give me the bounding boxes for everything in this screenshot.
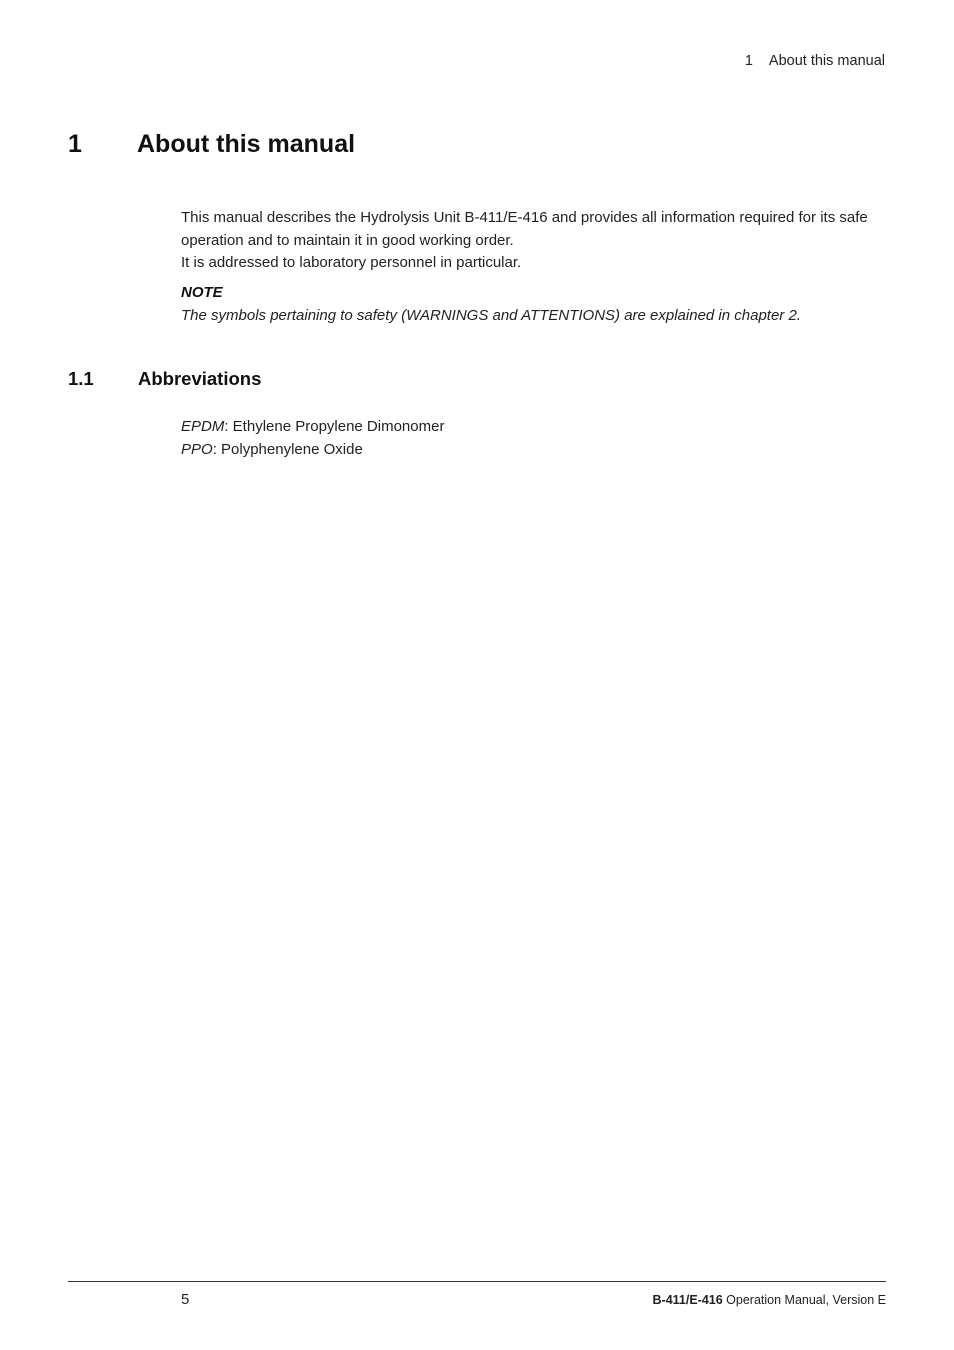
footer-document-title [653,1293,886,1307]
chapter-title: About this manual [137,130,356,158]
chapter-number: 1 [68,130,82,158]
intro-paragraph: This manual describes the Hydrolysis Unit B-411/E-416 and provides all information required for its safe operation and to maintain it in good working order. [181,209,868,249]
note-title: NOTE [181,284,223,301]
abbreviation-list [181,416,444,461]
chapter-heading [68,130,355,159]
intro-text [181,207,871,275]
section-title: Abbreviations [138,368,262,389]
footer-model: B-411/E-416 [652,1293,723,1307]
note-text: The symbols pertaining to safety (WARNINGS and ATTENTIONS) are explained in chapter 2. [181,307,801,324]
running-header-chapter-title: About this manual [768,53,885,69]
footer-title-text: Operation Manual, Version E [722,1293,886,1307]
abbreviation-term: EPDM [181,418,225,435]
page-number: 5 [181,1291,190,1308]
abbreviation-definition: : Polyphenylene Oxide [212,440,363,458]
section-number: 1.1 [68,368,94,389]
abbreviation-definition: : Ethylene Propylene Dimonomer [224,418,445,435]
footer-divider [68,1281,886,1282]
running-header [745,53,885,69]
running-header-chapter-number: 1 [744,53,753,69]
abbreviation-term: PPO [181,440,213,458]
intro-paragraph: It is addressed to laboratory personnel in particular. [181,254,522,271]
abbreviation-item [181,416,444,439]
section-heading [68,368,261,390]
abbreviation-item [181,439,444,462]
